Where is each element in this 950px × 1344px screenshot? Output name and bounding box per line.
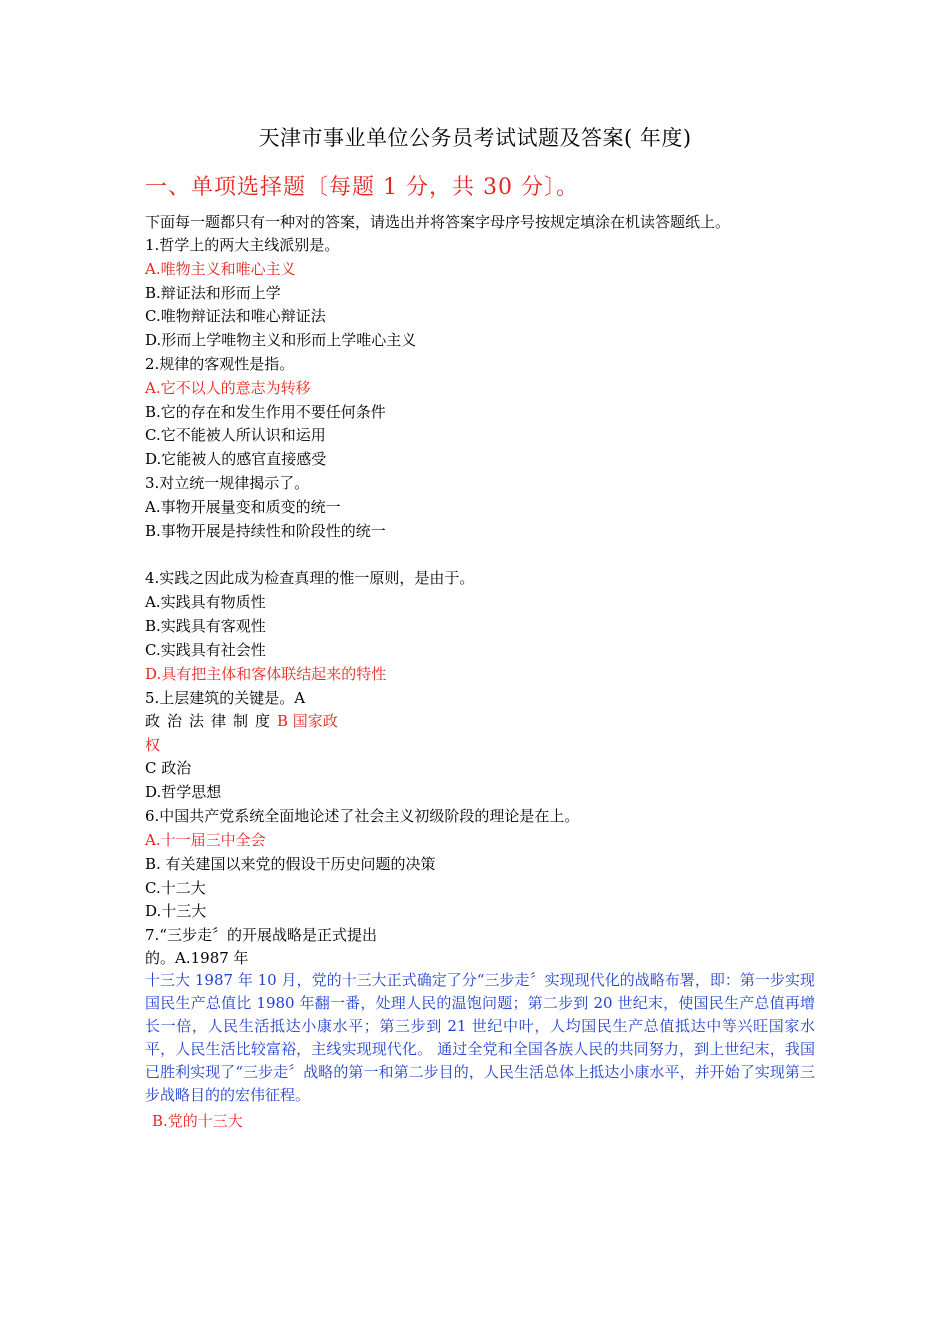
q4-option-d-answer: D.具有把主体和客体联结起来的特性: [145, 665, 387, 683]
q2-option-a-answer: A.它不以人的意志为转移: [145, 379, 311, 397]
q4-option-c: C.实践具有社会性: [145, 641, 266, 659]
instruction-text: 下面每一题都只有一种对的答案，请选出并将答案字母序号按规定填涂在机读答题纸上。: [145, 213, 731, 231]
q1-option-a-answer: A.唯物主义和唯心主义: [145, 260, 296, 278]
q4-stem: 4.实践之因此成为检查真理的惟一原则，是由于。: [145, 569, 475, 587]
q6-option-d: D.十三大: [145, 902, 207, 920]
q6-option-a-answer: A.十一届三中全会: [145, 831, 266, 849]
q7-stem-line2: 的。A.1987 年: [145, 949, 249, 967]
q1-stem: 1.哲学上的两大主线派别是。: [145, 236, 340, 254]
q6-option-c: C.十二大: [145, 879, 206, 897]
q1-option-c: C.唯物辩证法和唯心辩证法: [145, 307, 326, 325]
q2-option-c: C.它不能被人所认识和运用: [145, 426, 326, 444]
q5-options-ab: [145, 710, 338, 731]
q3-stem: 3.对立统一规律揭示了。: [145, 474, 310, 492]
q6-option-b: B. 有关建国以来党的假设干历史问题的决策: [145, 855, 436, 873]
q5-option-d: D.哲学思想: [145, 783, 222, 801]
q3-option-b: B.事物开展是持续性和阶段性的统一: [145, 522, 386, 540]
q7-stem-line1: 7.“三步走〞的开展战略是正式提出: [145, 926, 377, 944]
q6-stem: 6.中国共产党系统全面地论述了社会主义初级阶段的理论是在上。: [145, 807, 580, 825]
q4-option-a: A.实践具有物质性: [145, 593, 266, 611]
q1-option-b: B.辩证法和形而上学: [145, 284, 281, 302]
section-heading: 一、单项选择题〔每题 1 分，共 30 分〕。: [145, 175, 579, 200]
q5-option-b-answer: B 国家政: [277, 712, 338, 730]
q5-stem: 5.上层建筑的关键是。A: [145, 689, 306, 707]
q2-option-b: B.它的存在和发生作用不要任何条件: [145, 403, 386, 421]
q7-option-b-answer: B.党的十三大: [152, 1112, 243, 1130]
document-title: 天津市事业单位公务员考试试题及答案( 年度): [258, 126, 692, 150]
q5-option-b-continued: 权: [145, 736, 161, 754]
q3-option-a: A.事物开展量变和质变的统一: [145, 498, 341, 516]
q2-option-d: D.它能被人的感官直接感受: [145, 450, 327, 468]
q7-explanation: 十三大 1987 年 10 月，党的十三大正式确定了分“三步走〞实现现代化的战略布署，即：第一步实现国民生产总值比 1980 年翻一番，处理人民的温饱问题；第二步到 20 世纪末，使国民生产总值再增长一倍，人民生活抵达小康水平；第三步到 21 世纪中叶，人均国民生产总值抵达中等兴旺国家水平，人民生活比较富裕，主线实现现代化。 通过全党和全国各族人民的共同努力，到上世纪末，我国已胜利实现了“三步走〞战略的第一和第二步目的，人民生活总体上抵达小康水平，并开始了实现第三步战略目的的宏伟征程。: [145, 971, 815, 1104]
q2-stem: 2.规律的客观性是指。: [145, 355, 295, 373]
q5-option-c: C 政治: [145, 759, 192, 777]
q1-option-d: D.形而上学唯物主义和形而上学唯心主义: [145, 331, 417, 349]
q4-option-b: B.实践具有客观性: [145, 617, 266, 635]
q5-option-a: 政治法律制度: [145, 712, 278, 730]
